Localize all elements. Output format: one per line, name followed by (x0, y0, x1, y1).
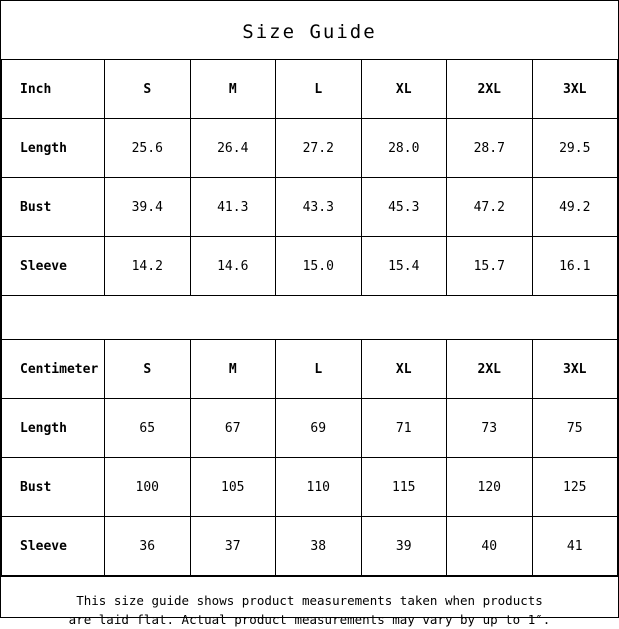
cell-cm-length-xl: 71 (361, 399, 447, 458)
size-header-3xl: 3XL (532, 60, 618, 119)
footnote (1, 576, 618, 629)
cell-cm-length-2xl: 73 (447, 399, 533, 458)
cell-cm-bust-s: 100 (105, 458, 191, 517)
size-header-cm-3xl: 3XL (532, 340, 618, 399)
cell-cm-length-l: 69 (276, 399, 362, 458)
size-table-centimeter (1, 339, 618, 576)
cell-cm-bust-l: 110 (276, 458, 362, 517)
unit-label-inch: Inch (2, 60, 105, 119)
table-gap (1, 296, 618, 339)
cell-cm-length-s: 65 (105, 399, 191, 458)
cell-inch-bust-xl: 45.3 (361, 178, 447, 237)
cell-inch-sleeve-l: 15.0 (276, 237, 362, 296)
table-header-row (2, 60, 618, 119)
cell-cm-bust-2xl: 120 (447, 458, 533, 517)
cell-inch-sleeve-s: 14.2 (105, 237, 191, 296)
cell-cm-sleeve-s: 36 (105, 517, 191, 576)
table-row (2, 178, 618, 237)
table-row (2, 517, 618, 576)
page-title: Size Guide (242, 21, 377, 43)
cell-inch-length-m: 26.4 (190, 119, 276, 178)
size-header-xl: XL (361, 60, 447, 119)
row-label-length: Length (2, 119, 105, 178)
size-header-s: S (105, 60, 191, 119)
size-header-2xl: 2XL (447, 60, 533, 119)
cell-cm-bust-m: 105 (190, 458, 276, 517)
cell-cm-sleeve-2xl: 40 (447, 517, 533, 576)
cell-cm-sleeve-m: 37 (190, 517, 276, 576)
cell-cm-bust-xl: 115 (361, 458, 447, 517)
row-label-sleeve: Sleeve (2, 237, 105, 296)
cell-inch-length-3xl: 29.5 (532, 119, 618, 178)
cell-inch-bust-3xl: 49.2 (532, 178, 618, 237)
size-header-cm-m: M (190, 340, 276, 399)
size-header-cm-s: S (105, 340, 191, 399)
table-row (2, 237, 618, 296)
cell-inch-bust-l: 43.3 (276, 178, 362, 237)
cell-cm-length-m: 67 (190, 399, 276, 458)
size-header-cm-xl: XL (361, 340, 447, 399)
size-table-inch (1, 59, 618, 296)
cell-inch-sleeve-3xl: 16.1 (532, 237, 618, 296)
cell-inch-length-s: 25.6 (105, 119, 191, 178)
cell-cm-length-3xl: 75 (532, 399, 618, 458)
cell-inch-sleeve-xl: 15.4 (361, 237, 447, 296)
table-row (2, 399, 618, 458)
size-header-cm-l: L (276, 340, 362, 399)
cell-inch-length-xl: 28.0 (361, 119, 447, 178)
row-label-bust: Bust (2, 178, 105, 237)
unit-label-centimeter: Centimeter (2, 340, 105, 399)
cell-cm-sleeve-xl: 39 (361, 517, 447, 576)
table-row (2, 119, 618, 178)
cell-cm-sleeve-l: 38 (276, 517, 362, 576)
cell-inch-bust-m: 41.3 (190, 178, 276, 237)
table-row (2, 458, 618, 517)
table-header-row (2, 340, 618, 399)
row-label-cm-sleeve: Sleeve (2, 517, 105, 576)
cell-inch-sleeve-2xl: 15.7 (447, 237, 533, 296)
size-header-cm-2xl: 2XL (447, 340, 533, 399)
cell-cm-sleeve-3xl: 41 (532, 517, 618, 576)
row-label-cm-length: Length (2, 399, 105, 458)
cell-inch-length-2xl: 28.7 (447, 119, 533, 178)
size-header-m: M (190, 60, 276, 119)
footnote-line-1: This size guide shows product measurements taken when products (76, 593, 543, 608)
cell-inch-length-l: 27.2 (276, 119, 362, 178)
footnote-line-2: are laid flat. Actual product measurements may vary by up to 1″. (68, 612, 551, 627)
cell-cm-bust-3xl: 125 (532, 458, 618, 517)
cell-inch-sleeve-m: 14.6 (190, 237, 276, 296)
cell-inch-bust-s: 39.4 (105, 178, 191, 237)
size-header-l: L (276, 60, 362, 119)
row-label-cm-bust: Bust (2, 458, 105, 517)
cell-inch-bust-2xl: 47.2 (447, 178, 533, 237)
